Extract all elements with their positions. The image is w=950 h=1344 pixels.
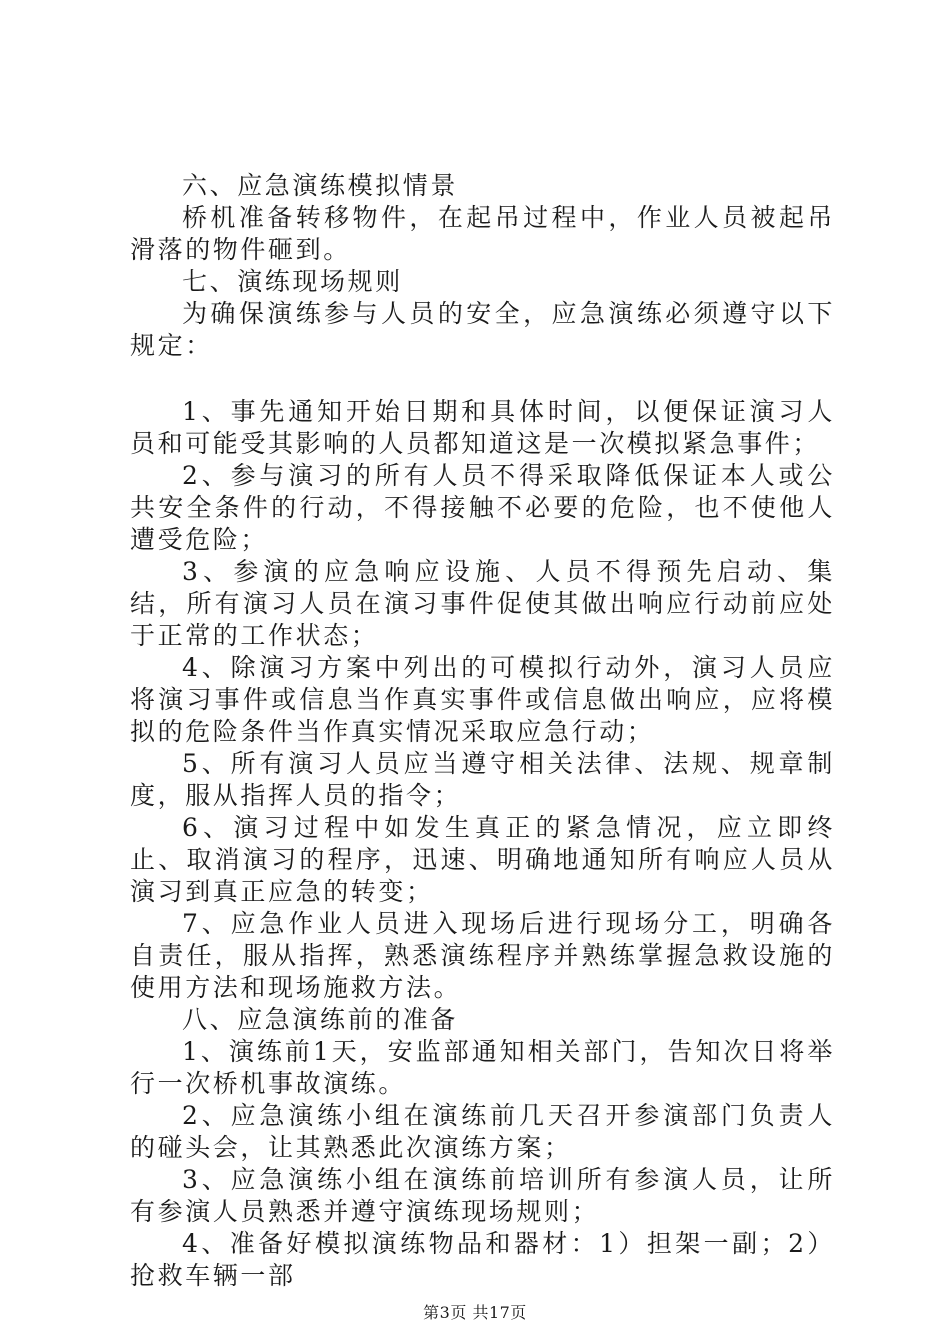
prep-item-3: 3、应急演练小组在演练前培训所有参演人员，让所有参演人员熟悉并遵守演练现场规则； bbox=[130, 1165, 835, 1226]
rule-item-2: 2、参与演习的所有人员不得采取降低保证本人或公共安全条件的行动，不得接触不必要的危险，也不使他人遭受危险； bbox=[130, 461, 835, 554]
section-heading-6: 六、应急演练模拟情景 bbox=[182, 171, 459, 200]
prep-item-2: 2、应急演练小组在演练前几天召开参演部门负责人的碰头会，让其熟悉此次演练方案； bbox=[130, 1101, 835, 1162]
prep-item-1: 1、演练前1天，安监部通知相关部门，告知次日将举行一次桥机事故演练。 bbox=[130, 1037, 835, 1098]
page-footer: 第3页 共17页 bbox=[423, 1303, 527, 1322]
section-heading-7: 七、演练现场规则 bbox=[182, 267, 403, 296]
rule-item-1: 1、事先通知开始日期和具体时间，以便保证演习人员和可能受其影响的人员都知道这是一次模拟紧急事件； bbox=[130, 397, 835, 458]
paragraph-rules-intro: 为确保演练参与人员的安全，应急演练必须遵守以下规定： bbox=[130, 299, 835, 360]
rule-item-5: 5、所有演习人员应当遵守相关法律、法规、规章制度，服从指挥人员的指令； bbox=[130, 749, 835, 810]
rule-item-3: 3、参演的应急响应设施、人员不得预先启动、集结，所有演习人员在演习事件促使其做出响应行动前应处于正常的工作状态； bbox=[130, 557, 835, 650]
rule-item-4: 4、除演习方案中列出的可模拟行动外，演习人员应将演习事件或信息当作真实事件或信息做出响应，应将模拟的危险条件当作真实情况采取应急行动； bbox=[130, 653, 835, 746]
paragraph-scenario: 桥机准备转移物件，在起吊过程中，作业人员被起吊滑落的物件砸到。 bbox=[130, 203, 835, 264]
rule-item-7: 7、应急作业人员进入现场后进行现场分工，明确各自责任，服从指挥，熟悉演练程序并熟练掌握急救设施的使用方法和现场施救方法。 bbox=[130, 909, 835, 1002]
document-body bbox=[130, 170, 835, 1292]
section-heading-8: 八、应急演练前的准备 bbox=[182, 1005, 459, 1034]
prep-item-4: 4、准备好模拟演练物品和器材：1）担架一副；2）抢救车辆一部 bbox=[130, 1229, 835, 1290]
rule-item-6: 6、演习过程中如发生真正的紧急情况，应立即终止、取消演习的程序，迅速、明确地通知所有响应人员从演习到真正应急的转变； bbox=[130, 813, 835, 906]
